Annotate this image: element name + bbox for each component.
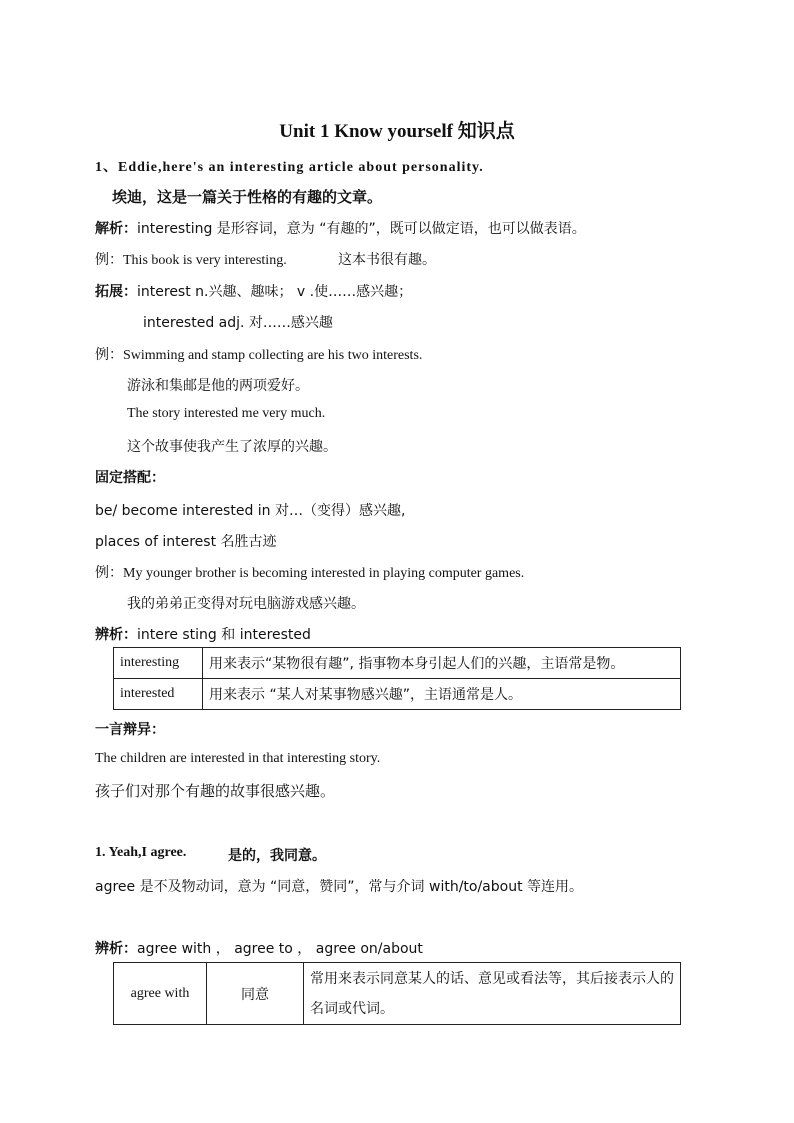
example-1-zh: 这本书很有趣。 [338,252,436,268]
extension-label: 拓展： [95,284,137,300]
section1-sentence-en: 1、Eddie,here's an interesting article about personality. [95,160,484,175]
one-sentence-zh: 孩子们对那个有趣的故事很感兴趣。 [95,782,336,800]
analysis-label: 解析： [95,221,137,237]
example-label: 例： [95,252,123,268]
example-1-en: This book is very interesting. [123,253,287,268]
analysis-text: interesting 是形容词，意为 “有趣的”，既可以做定语，也可以做表语。 [137,221,586,237]
distinction-text: intere sting 和 interested [137,627,311,643]
agree-comparison-table [113,962,681,1025]
table-cell-phrase: agree with [114,963,207,1025]
table-cell-word: interested [114,679,203,710]
example-3-zh: 我的弟弟正变得对玩电脑游戏感兴趣。 [127,596,365,612]
extension-line [95,281,412,301]
one-sentence-label: 一言辩异： [95,722,165,738]
distinction-line [95,624,311,644]
table-cell-desc: 用来表示“某物很有趣”, 指事物本身引起人们的兴趣，主语常是物。 [203,648,681,679]
table-row [114,648,681,679]
one-sentence-en: The children are interested in that interesting story. [95,751,381,766]
example-2-en-1: Swimming and stamp collecting are his two interests. [123,348,423,363]
section2-sentence: 1. Yeah,I agree. [95,845,187,860]
example-label: 例： [95,565,123,581]
example-2 [95,344,422,364]
distinction-label: 辨析： [95,627,137,643]
extension-line-1: interest n.兴趣、趣味； v .使……感兴趣； [137,284,413,300]
section2-description: agree 是不及物动词，意为 “同意，赞同”，常与介词 with/to/about 等连用。 [95,879,584,895]
example-2-zh-2: 这个故事使我产生了浓厚的兴趣。 [127,439,337,455]
section1-sentence-zh: 埃迪，这是一篇关于性格的有趣的文章。 [112,188,383,206]
table-cell-word: interesting [114,648,203,679]
extension-line-2: interested adj. 对……感兴趣 [143,315,333,331]
example-3 [95,562,524,582]
example-2-en-2: The story interested me very much. [127,406,326,421]
distinction-text: agree with ， agree to ， agree on/about [137,941,423,957]
distinction-label: 辨析： [95,941,137,957]
table-cell-meaning: 同意 [207,963,304,1025]
fixed-phrase-label: 固定搭配： [95,470,165,486]
page-title: Unit 1 Know yourself 知识点 [279,121,515,142]
example-2-zh-1: 游泳和集邮是他的两项爱好。 [127,378,309,394]
example-label: 例： [95,347,123,363]
example-1 [95,249,287,269]
table-cell-usage: 常用来表示同意某人的话、意见或看法等，其后接表示人的名词或代词。 [304,963,681,1025]
analysis-line [95,218,586,238]
fixed-phrase-2: places of interest 名胜古迹 [95,534,277,550]
section2-sentence-zh: 是的，我同意。 [228,848,326,864]
section2-distinction-line [95,938,423,958]
table-row [114,679,681,710]
interest-comparison-table [113,647,681,710]
example-3-en: My younger brother is becoming interested in playing computer games. [123,566,525,581]
table-row [114,963,681,1025]
table-cell-desc: 用来表示 “某人对某事物感兴趣”，主语通常是人。 [203,679,681,710]
fixed-phrase-1: be/ become interested in 对…（变得）感兴趣, [95,503,406,519]
